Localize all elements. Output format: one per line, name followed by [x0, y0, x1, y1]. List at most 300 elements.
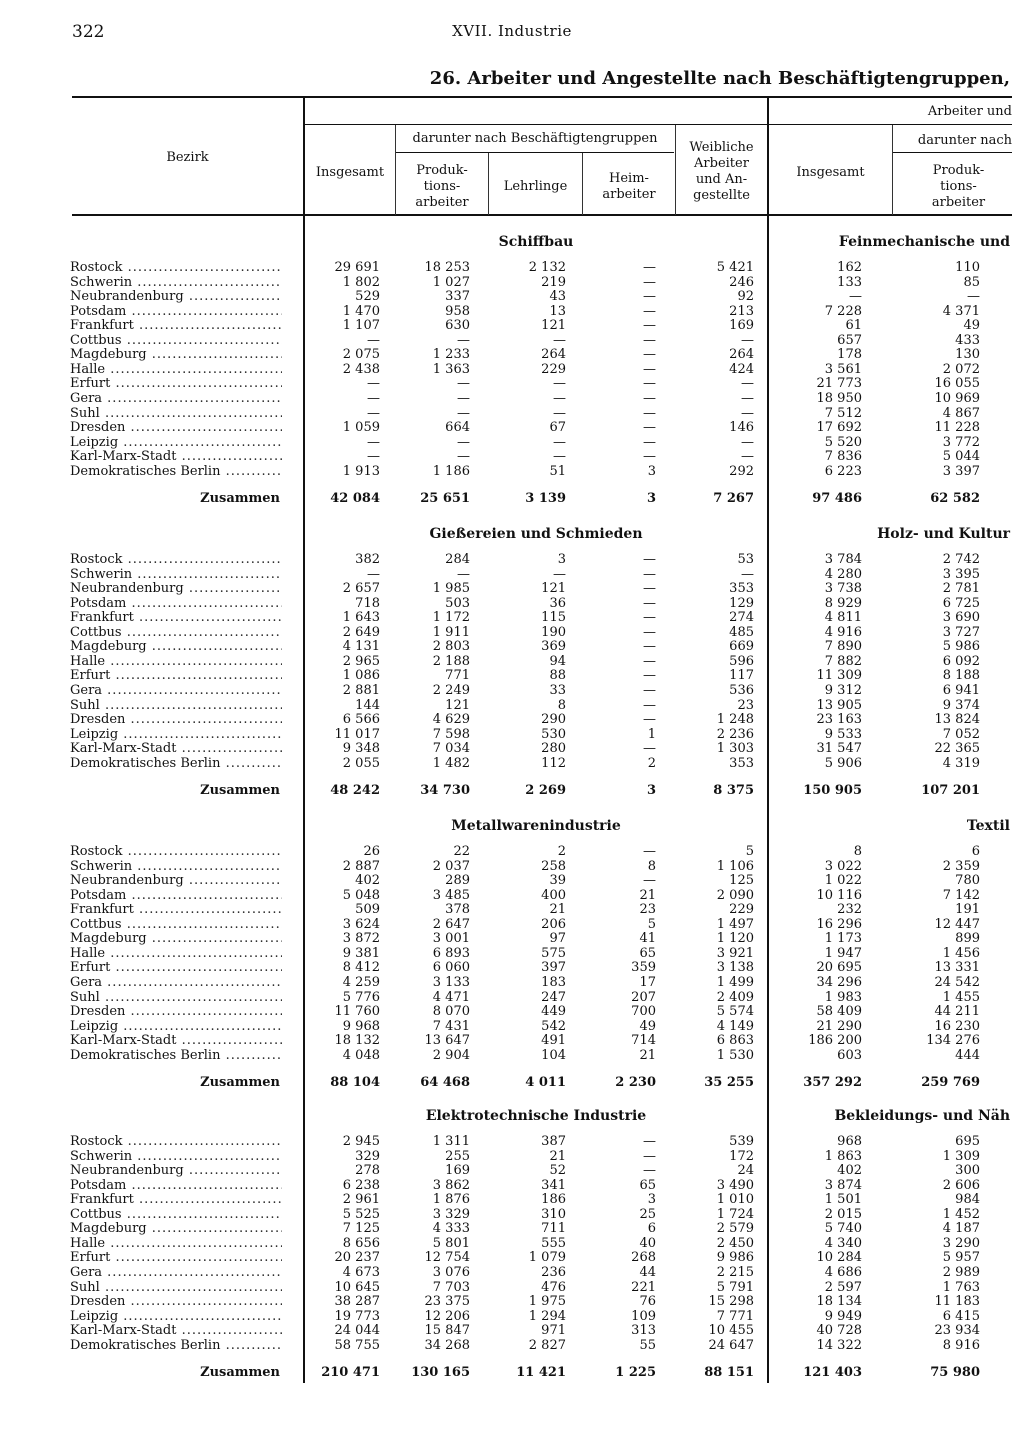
header-weibliche: Weibliche Arbeiter und An- gestellte	[689, 140, 754, 203]
cell-insgesamt-right: 178	[837, 347, 862, 363]
cell-produktionsarbeiter-right: 899	[955, 931, 980, 947]
cell-produktionsarbeiter: 2 249	[432, 682, 470, 698]
cell-insgesamt-right: 5 520	[824, 434, 862, 450]
cell-produktionsarbeiter-right: 3 395	[942, 566, 980, 582]
cell-weibliche: 264	[729, 347, 754, 363]
table-row	[0, 1178, 1024, 1193]
table-row	[0, 873, 1024, 888]
district-label: Frankfurt .....	[70, 902, 282, 917]
cell-produktionsarbeiter: 121	[445, 697, 470, 713]
table-row	[0, 1265, 1024, 1280]
cell-weibliche: 3 921	[716, 945, 754, 961]
cell-lehrlinge: 397	[541, 960, 566, 976]
district-label: Rostock .....	[70, 552, 282, 567]
cell-insgesamt: 6 238	[342, 1177, 380, 1193]
cell-heimarbeiter: 3	[647, 1192, 656, 1208]
section-title-right: Bekleidungs- und Näh	[834, 1108, 1010, 1124]
total-label: Zusammen	[200, 1075, 280, 1091]
district-label: Leipzig .....	[70, 727, 282, 742]
cell-insgesamt-right: 13 905	[816, 697, 862, 713]
cell-heimarbeiter: —	[643, 347, 656, 363]
cell-produktionsarbeiter-right: 6	[971, 844, 980, 859]
cell-lehrlinge: 219	[541, 274, 566, 290]
district-label: Frankfurt .....	[70, 318, 282, 333]
cell-insgesamt-right: 9 533	[824, 726, 862, 742]
district-label: Neubrandenburg .....	[70, 289, 282, 304]
cell-lehrlinge: 2 132	[528, 260, 566, 275]
cell-weibliche: —	[741, 376, 754, 392]
district-label: Magdeburg .....	[70, 347, 282, 362]
cell-insgesamt: —	[367, 566, 380, 582]
cell-lehrlinge: 1 079	[528, 1250, 566, 1266]
cell-weibliche: —	[741, 449, 754, 465]
table-row	[0, 639, 1024, 654]
cell-produktionsarbeiter-right: 1 763	[942, 1279, 980, 1295]
cell-weibliche: 353	[729, 755, 754, 771]
cell-produktionsarbeiter: —	[457, 434, 470, 450]
darunter-left-rule	[396, 152, 674, 153]
header-heimarbeiter: Heim- arbeiter	[602, 171, 656, 202]
table-row	[0, 1004, 1024, 1019]
cell-weibliche: 146	[729, 420, 754, 436]
table-row	[0, 596, 1024, 611]
table-row	[0, 1149, 1024, 1164]
cell-heimarbeiter: 65	[639, 945, 656, 961]
cell-insgesamt-right: 3 784	[824, 552, 862, 567]
cell-produktionsarbeiter-right: 44 211	[934, 1004, 980, 1020]
district-label: Leipzig .....	[70, 1019, 282, 1034]
cell-produktionsarbeiter: 630	[445, 318, 470, 334]
cell-weibliche: 424	[729, 361, 754, 377]
district-label: Cottbus .....	[70, 917, 282, 932]
header-produktionsarbeiter: Produk- tions- arbeiter	[415, 163, 469, 210]
cell-produktionsarbeiter: 169	[445, 1163, 470, 1179]
cell-weibliche: —	[741, 390, 754, 406]
cell-insgesamt: —	[367, 449, 380, 465]
cell-heimarbeiter: —	[643, 552, 656, 567]
cell-insgesamt-right: 4 280	[824, 566, 862, 582]
table-row	[0, 1294, 1024, 1309]
cell-lehrlinge: 36	[549, 595, 566, 611]
table-row	[0, 727, 1024, 742]
cell-produktionsarbeiter: 1 876	[432, 1192, 470, 1208]
cell-insgesamt: 2 945	[342, 1134, 380, 1149]
cell-produktionsarbeiter-right: 6 941	[942, 682, 980, 698]
cell-weibliche: 1 530	[716, 1047, 754, 1063]
cell-insgesamt: 11 017	[334, 726, 380, 742]
cell-lehrlinge: 555	[541, 1235, 566, 1251]
cell-insgesamt: 3 872	[342, 931, 380, 947]
cell-lehrlinge: 206	[541, 916, 566, 932]
table-row	[0, 698, 1024, 713]
cell-weibliche: 246	[729, 274, 754, 290]
header-arbeiter-und: Arbeiter und	[927, 104, 1012, 119]
cell-insgesamt-right: 2 015	[824, 1206, 862, 1222]
darunter-right-rule	[892, 152, 1012, 153]
cell-heimarbeiter: 40	[639, 1235, 656, 1251]
cell-heimarbeiter: 8	[647, 858, 656, 874]
cell-produktionsarbeiter: —	[457, 332, 470, 348]
cell-heimarbeiter: —	[643, 449, 656, 465]
cell-produktionsarbeiter-right: 4 371	[942, 303, 980, 319]
cell-weibliche: 2 409	[716, 989, 754, 1005]
cell-produktionsarbeiter-right: 3 690	[942, 610, 980, 626]
cell-produktionsarbeiter: 1 027	[432, 274, 470, 290]
cell-insgesamt: —	[367, 405, 380, 421]
cell-insgesamt: 8 412	[342, 960, 380, 976]
district-label: Demokratisches Berlin .....	[70, 1048, 282, 1063]
header-top-rule	[72, 96, 1012, 98]
district-label: Dresden .....	[70, 712, 282, 727]
district-label: Neubrandenburg .....	[70, 873, 282, 888]
cell-insgesamt-right: 133	[837, 274, 862, 290]
cell-lehrlinge: 711	[541, 1221, 566, 1237]
district-label: Magdeburg .....	[70, 931, 282, 946]
table-row	[0, 567, 1024, 582]
total-insgesamt: 88 104	[330, 1075, 380, 1091]
header-insgesamt: Insgesamt	[315, 165, 385, 180]
cell-weibliche: 669	[729, 639, 754, 655]
cell-produktionsarbeiter: 1 985	[432, 581, 470, 597]
cell-insgesamt: 1 802	[342, 274, 380, 290]
district-label: Dresden .....	[70, 1294, 282, 1309]
cell-weibliche: 1 724	[716, 1206, 754, 1222]
cell-produktionsarbeiter-right: 3 397	[942, 463, 980, 479]
cell-insgesamt: 1 059	[342, 420, 380, 436]
cell-lehrlinge: 94	[549, 653, 566, 669]
cell-insgesamt-right: 402	[837, 1163, 862, 1179]
cell-insgesamt: 529	[355, 289, 380, 305]
cell-lehrlinge: —	[553, 332, 566, 348]
header-lehrlinge: Lehrlinge	[503, 179, 568, 194]
district-label: Rostock .....	[70, 1134, 282, 1149]
cell-produktionsarbeiter: 12 754	[424, 1250, 470, 1266]
cell-lehrlinge: 51	[549, 463, 566, 479]
cell-insgesamt-right: 162	[837, 260, 862, 275]
cell-weibliche: 2 215	[716, 1264, 754, 1280]
cell-weibliche: 2 090	[716, 887, 754, 903]
cell-produktionsarbeiter-right: 444	[955, 1047, 980, 1063]
cell-weibliche: 1 106	[716, 858, 754, 874]
cell-produktionsarbeiter-right: 22 365	[934, 741, 980, 757]
table-row	[0, 859, 1024, 874]
cell-weibliche: —	[741, 566, 754, 582]
cell-lehrlinge: 3	[557, 552, 566, 567]
cell-heimarbeiter: —	[643, 376, 656, 392]
cell-lehrlinge: 1 975	[528, 1294, 566, 1310]
cell-lehrlinge: 491	[541, 1033, 566, 1049]
cell-heimarbeiter: 25	[639, 1206, 656, 1222]
cell-insgesamt-right: 4 340	[824, 1235, 862, 1251]
cell-produktionsarbeiter: 4 471	[432, 989, 470, 1005]
cell-insgesamt: 5 048	[342, 887, 380, 903]
cell-produktionsarbeiter-right: 12 447	[934, 916, 980, 932]
cell-lehrlinge: 21	[549, 902, 566, 918]
cell-lehrlinge: 971	[541, 1323, 566, 1339]
cell-produktionsarbeiter-right: 10 969	[934, 390, 980, 406]
cell-insgesamt-right: 18 134	[816, 1294, 862, 1310]
cell-heimarbeiter: 5	[647, 916, 656, 932]
district-label: Cottbus .....	[70, 333, 282, 348]
cell-weibliche: 1 499	[716, 974, 754, 990]
cell-insgesamt-right: 3 874	[824, 1177, 862, 1193]
cell-insgesamt-right: 1 022	[824, 873, 862, 889]
cell-produktionsarbeiter-right: 2 359	[942, 858, 980, 874]
cell-weibliche: 1 248	[716, 712, 754, 728]
cell-heimarbeiter: —	[643, 844, 656, 859]
table-row	[0, 275, 1024, 290]
cell-weibliche: 24 647	[708, 1337, 754, 1353]
cell-produktionsarbeiter: 1 233	[432, 347, 470, 363]
header-darunter-right: darunter nach	[917, 133, 1012, 148]
cell-produktionsarbeiter: 3 862	[432, 1177, 470, 1193]
cell-produktionsarbeiter-right: 1 455	[942, 989, 980, 1005]
table-row	[0, 741, 1024, 756]
cell-insgesamt: —	[367, 390, 380, 406]
cell-produktionsarbeiter-right: 3 772	[942, 434, 980, 450]
cell-heimarbeiter: 6	[647, 1221, 656, 1237]
cell-insgesamt-right: 10 116	[816, 887, 862, 903]
district-label: Erfurt .....	[70, 1250, 282, 1265]
cell-weibliche: 353	[729, 581, 754, 597]
cell-weibliche: 596	[729, 653, 754, 669]
cell-lehrlinge: 183	[541, 974, 566, 990]
cell-insgesamt-right: 61	[845, 318, 862, 334]
cell-heimarbeiter: —	[643, 318, 656, 334]
district-label: Rostock .....	[70, 844, 282, 859]
cell-produktionsarbeiter: 7 703	[432, 1279, 470, 1295]
cell-insgesamt: 8 656	[342, 1235, 380, 1251]
cell-produktionsarbeiter: 6 060	[432, 960, 470, 976]
total-produktionsarbeiter: 34 730	[420, 783, 470, 799]
cell-lehrlinge: 121	[541, 318, 566, 334]
cell-produktionsarbeiter: 23 375	[424, 1294, 470, 1310]
section-title-right: Textil	[966, 818, 1010, 834]
cell-heimarbeiter: —	[643, 581, 656, 597]
cell-heimarbeiter: 55	[639, 1337, 656, 1353]
cell-produktionsarbeiter: 337	[445, 289, 470, 305]
cell-insgesamt: 2 961	[342, 1192, 380, 1208]
district-label: Schwerin .....	[70, 567, 282, 582]
table-row	[0, 391, 1024, 406]
cell-produktionsarbeiter: 8 070	[432, 1004, 470, 1020]
cell-insgesamt: 9 381	[342, 945, 380, 961]
district-label: Erfurt .....	[70, 960, 282, 975]
total-produktionsarbeiter: 64 468	[420, 1075, 470, 1091]
district-label: Neubrandenburg .....	[70, 1163, 282, 1178]
cell-produktionsarbeiter: 18 253	[424, 260, 470, 275]
district-label: Suhl .....	[70, 1280, 282, 1295]
cell-heimarbeiter: —	[643, 682, 656, 698]
district-label: Potsdam .....	[70, 304, 282, 319]
cell-weibliche: 15 298	[708, 1294, 754, 1310]
cell-produktionsarbeiter-right: 16 055	[934, 376, 980, 392]
cell-insgesamt: 4 673	[342, 1264, 380, 1280]
cell-heimarbeiter: 359	[631, 960, 656, 976]
district-label: Potsdam .....	[70, 888, 282, 903]
cell-produktionsarbeiter: 289	[445, 873, 470, 889]
cell-produktionsarbeiter: —	[457, 566, 470, 582]
table-row	[0, 946, 1024, 961]
table-row	[0, 362, 1024, 377]
header-bezirk: Bezirk	[166, 150, 209, 165]
cell-heimarbeiter: 17	[639, 974, 656, 990]
section-title-right: Holz- und Kultur	[877, 526, 1010, 542]
cell-produktionsarbeiter-right: 13 824	[934, 712, 980, 728]
table-row	[0, 712, 1024, 727]
cell-insgesamt: 2 438	[342, 361, 380, 377]
cell-heimarbeiter: 44	[639, 1264, 656, 1280]
cell-produktionsarbeiter-right: 191	[955, 902, 980, 918]
cell-heimarbeiter: —	[643, 1148, 656, 1164]
cell-heimarbeiter: 49	[639, 1018, 656, 1034]
cell-produktionsarbeiter: 378	[445, 902, 470, 918]
cell-insgesamt: 18 132	[334, 1033, 380, 1049]
cell-insgesamt-right: 40 728	[816, 1323, 862, 1339]
cell-produktionsarbeiter-right: 8 188	[942, 668, 980, 684]
district-label: Suhl .....	[70, 406, 282, 421]
cell-insgesamt-right: 1 863	[824, 1148, 862, 1164]
cell-insgesamt-right: 657	[837, 332, 862, 348]
cell-lehrlinge: 112	[541, 755, 566, 771]
cell-produktionsarbeiter: 1 311	[432, 1134, 470, 1149]
total-insgesamt: 210 471	[321, 1365, 380, 1381]
cell-lehrlinge: 13	[549, 303, 566, 319]
total-weibliche: 35 255	[704, 1075, 754, 1091]
district-label: Frankfurt .....	[70, 1192, 282, 1207]
cell-produktionsarbeiter-right: 11 183	[934, 1294, 980, 1310]
table-row	[0, 1192, 1024, 1207]
cell-insgesamt: 382	[355, 552, 380, 567]
cell-heimarbeiter: —	[643, 595, 656, 611]
cell-produktionsarbeiter-right: 3 290	[942, 1235, 980, 1251]
cell-produktionsarbeiter-right: 110	[955, 260, 980, 275]
cell-lehrlinge: 1 294	[528, 1308, 566, 1324]
district-label: Schwerin .....	[70, 275, 282, 290]
cell-insgesamt-right: 6 223	[824, 463, 862, 479]
total-heimarbeiter: 2 230	[615, 1075, 656, 1091]
cell-insgesamt-right: 14 322	[816, 1337, 862, 1353]
cell-produktionsarbeiter: —	[457, 405, 470, 421]
cell-heimarbeiter: —	[643, 390, 656, 406]
cell-produktionsarbeiter: 4 333	[432, 1221, 470, 1237]
cell-insgesamt: 509	[355, 902, 380, 918]
cell-lehrlinge: —	[553, 390, 566, 406]
cell-heimarbeiter: —	[643, 420, 656, 436]
cell-insgesamt-right: 232	[837, 902, 862, 918]
cell-heimarbeiter: 2	[647, 755, 656, 771]
cell-heimarbeiter: 65	[639, 1177, 656, 1193]
cell-heimarbeiter: —	[643, 697, 656, 713]
cell-weibliche: 5 421	[716, 260, 754, 275]
cell-insgesamt-right: 7 836	[824, 449, 862, 465]
cell-produktionsarbeiter-right: 6 725	[942, 595, 980, 611]
cell-lehrlinge: 575	[541, 945, 566, 961]
cell-insgesamt: 26	[363, 844, 380, 859]
cell-heimarbeiter: —	[643, 610, 656, 626]
cell-lehrlinge: 264	[541, 347, 566, 363]
cell-produktionsarbeiter: 1 363	[432, 361, 470, 377]
cell-produktionsarbeiter-right: 4 867	[942, 405, 980, 421]
cell-weibliche: 9 986	[716, 1250, 754, 1266]
cell-heimarbeiter: 268	[631, 1250, 656, 1266]
cell-heimarbeiter: —	[643, 332, 656, 348]
cell-produktionsarbeiter: 503	[445, 595, 470, 611]
cell-insgesamt: 10 645	[334, 1279, 380, 1295]
district-label: Frankfurt .....	[70, 610, 282, 625]
cell-produktionsarbeiter: 4 629	[432, 712, 470, 728]
cell-insgesamt: 6 566	[342, 712, 380, 728]
cell-insgesamt: 20 237	[334, 1250, 380, 1266]
cell-produktionsarbeiter-right: 23 934	[934, 1323, 980, 1339]
district-label: Halle .....	[70, 946, 282, 961]
district-label: Gera .....	[70, 391, 282, 406]
district-label: Karl-Marx-Stadt .....	[70, 449, 282, 464]
cell-weibliche: 1 120	[716, 931, 754, 947]
header-darunter-left: darunter nach Beschäftigtengruppen	[412, 131, 658, 146]
cell-produktionsarbeiter: 1 482	[432, 755, 470, 771]
cell-insgesamt-right: 7 882	[824, 653, 862, 669]
table-row	[0, 844, 1024, 859]
cell-produktionsarbeiter-right: 4 319	[942, 755, 980, 771]
table-row	[0, 435, 1024, 450]
table-row	[0, 610, 1024, 625]
cell-insgesamt: 7 125	[342, 1221, 380, 1237]
cell-produktionsarbeiter: 255	[445, 1148, 470, 1164]
table-row	[0, 668, 1024, 683]
total-produktionsarbeiter-right: 62 582	[930, 491, 980, 507]
total-heimarbeiter: 1 225	[615, 1365, 656, 1381]
cell-lehrlinge: —	[553, 449, 566, 465]
total-label: Zusammen	[200, 783, 280, 799]
table-row	[0, 289, 1024, 304]
cell-weibliche: 10 455	[708, 1323, 754, 1339]
cell-produktionsarbeiter-right: 16 230	[934, 1018, 980, 1034]
cell-produktionsarbeiter: 22	[453, 844, 470, 859]
cell-weibliche: 3 490	[716, 1177, 754, 1193]
cell-lehrlinge: 21	[549, 1148, 566, 1164]
cell-insgesamt: 402	[355, 873, 380, 889]
cell-lehrlinge: 341	[541, 1177, 566, 1193]
table-row	[0, 1338, 1024, 1353]
cell-produktionsarbeiter: 2 904	[432, 1047, 470, 1063]
cell-insgesamt: 2 965	[342, 653, 380, 669]
cell-produktionsarbeiter-right: 5 986	[942, 639, 980, 655]
cell-produktionsarbeiter-right: 780	[955, 873, 980, 889]
cell-produktionsarbeiter-right: 7 052	[942, 726, 980, 742]
table-row	[0, 1048, 1024, 1063]
cell-lehrlinge: 476	[541, 1279, 566, 1295]
cell-heimarbeiter: —	[643, 274, 656, 290]
table-row	[0, 260, 1024, 275]
cell-insgesamt: 24 044	[334, 1323, 380, 1339]
cell-lehrlinge: 449	[541, 1004, 566, 1020]
district-label: Gera .....	[70, 683, 282, 698]
cell-lehrlinge: 280	[541, 741, 566, 757]
cell-heimarbeiter: —	[643, 668, 656, 684]
table-row	[0, 318, 1024, 333]
cell-weibliche: 274	[729, 610, 754, 626]
total-label: Zusammen	[200, 491, 280, 507]
total-produktionsarbeiter: 130 165	[411, 1365, 470, 1381]
cell-produktionsarbeiter-right: 134 276	[926, 1033, 980, 1049]
cell-heimarbeiter: 3	[647, 463, 656, 479]
table-row	[0, 420, 1024, 435]
cell-lehrlinge: 236	[541, 1264, 566, 1280]
arbeiter-group-rule	[305, 124, 1012, 125]
cell-insgesamt-right: 23 163	[816, 712, 862, 728]
cell-lehrlinge: 542	[541, 1018, 566, 1034]
